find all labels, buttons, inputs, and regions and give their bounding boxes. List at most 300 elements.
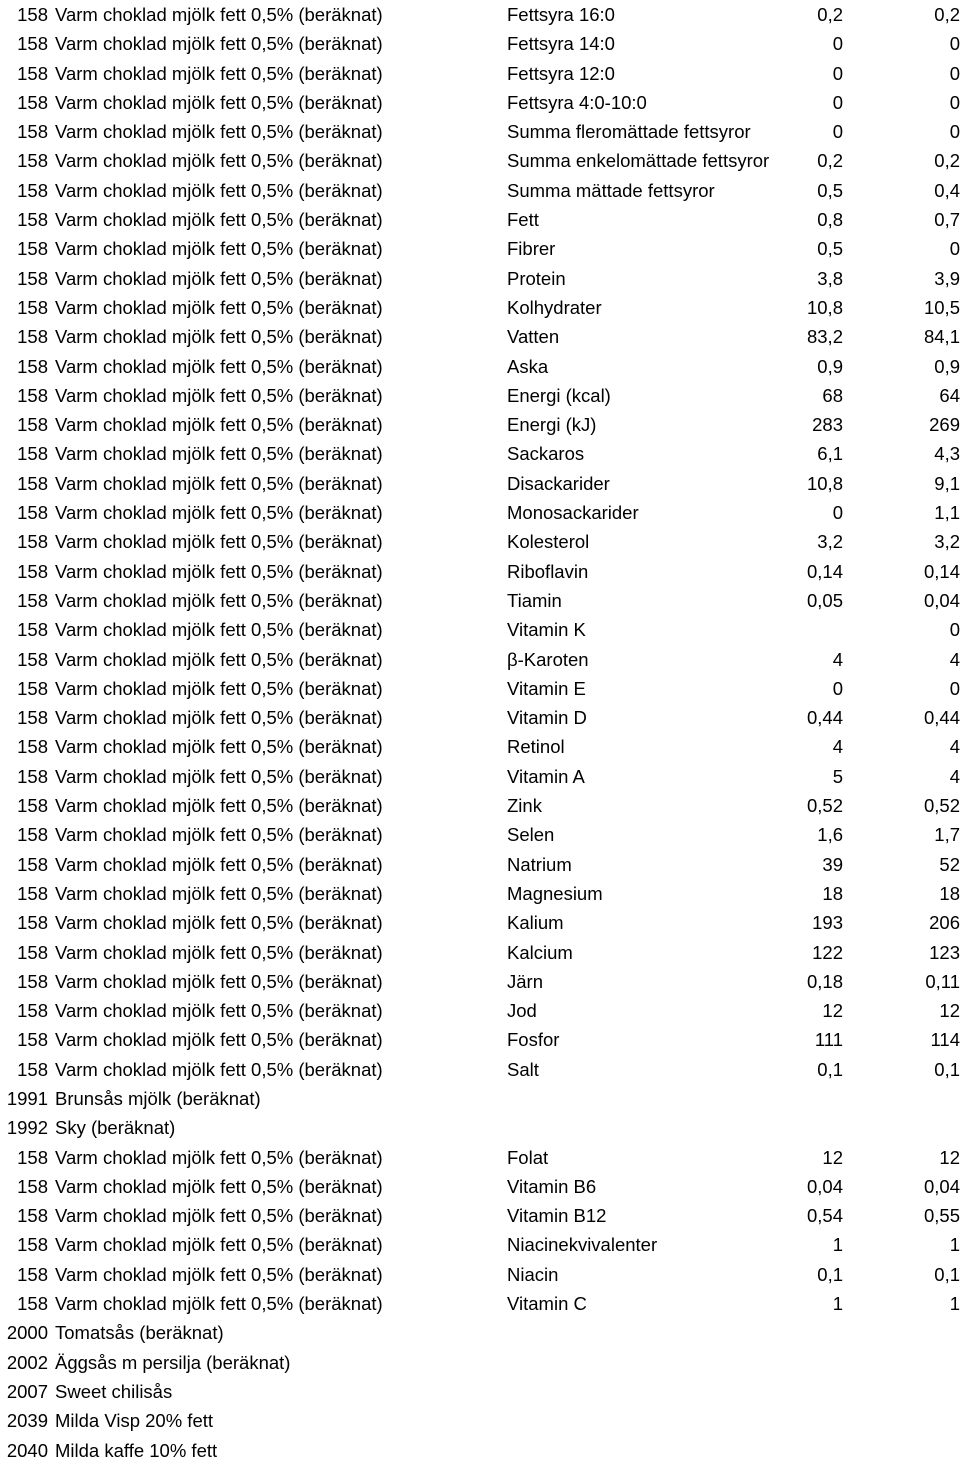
value-1-cell: 0,14 xyxy=(806,560,843,582)
food-id-cell: 158 xyxy=(17,589,48,611)
value-2-cell: 0 xyxy=(949,33,960,55)
food-id-cell: 158 xyxy=(17,619,48,641)
value-1-cell: 0 xyxy=(832,677,843,699)
nutrient-name-cell: Selen xyxy=(507,824,555,846)
food-name-cell: Varm choklad mjölk fett 0,5% (beräknat) xyxy=(55,414,383,436)
food-id-cell: 158 xyxy=(17,414,48,436)
table-row xyxy=(0,791,960,820)
nutrient-name-cell: Kalium xyxy=(507,912,564,934)
food-name-cell: Varm choklad mjölk fett 0,5% (beräknat) xyxy=(55,472,383,494)
food-id-cell: 158 xyxy=(17,179,48,201)
table-row xyxy=(0,469,960,498)
table-row xyxy=(0,352,960,381)
food-id-cell: 158 xyxy=(17,912,48,934)
value-2-cell: 0,52 xyxy=(923,795,960,817)
value-2-cell: 9,1 xyxy=(934,472,960,494)
table-row xyxy=(0,615,960,644)
food-name-cell: Varm choklad mjölk fett 0,5% (beräknat) xyxy=(55,209,383,231)
food-id-cell: 158 xyxy=(17,267,48,289)
value-2-cell: 1,1 xyxy=(934,502,960,524)
table-row xyxy=(0,732,960,761)
nutrient-name-cell: Vatten xyxy=(507,326,560,348)
value-1-cell: 68 xyxy=(822,384,843,406)
table-row xyxy=(0,1055,960,1084)
value-1-cell: 283 xyxy=(812,414,843,436)
value-2-cell: 1 xyxy=(949,1234,960,1256)
food-id-cell: 158 xyxy=(17,472,48,494)
food-name-cell: Varm choklad mjölk fett 0,5% (beräknat) xyxy=(55,531,383,553)
value-2-cell: 52 xyxy=(939,853,960,875)
food-id-cell: 158 xyxy=(17,707,48,729)
table-row xyxy=(0,410,960,439)
nutrient-name-cell: Vitamin E xyxy=(507,677,586,699)
nutrient-name-cell: Fettsyra 14:0 xyxy=(507,33,615,55)
food-name-cell: Brunsås mjölk (beräknat) xyxy=(55,1087,261,1109)
table-row xyxy=(0,1318,960,1347)
nutrient-name-cell xyxy=(507,1406,667,1435)
food-name-cell: Varm choklad mjölk fett 0,5% (beräknat) xyxy=(55,912,383,934)
food-name-cell: Varm choklad mjölk fett 0,5% (beräknat) xyxy=(55,765,383,787)
nutrient-name-cell xyxy=(507,1348,667,1377)
food-name-cell: Varm choklad mjölk fett 0,5% (beräknat) xyxy=(55,355,383,377)
value-1-cell: 0,1 xyxy=(817,1058,843,1080)
table-row xyxy=(0,146,960,175)
value-1-cell xyxy=(700,1377,843,1406)
value-2-cell xyxy=(850,1377,960,1406)
value-1-cell: 0,52 xyxy=(806,795,843,817)
value-1-cell: 0,8 xyxy=(817,209,843,231)
food-id-cell: 158 xyxy=(17,882,48,904)
value-1-cell: 4 xyxy=(832,736,843,758)
food-name-cell: Varm choklad mjölk fett 0,5% (beräknat) xyxy=(55,970,383,992)
nutrient-name-cell: Vitamin A xyxy=(507,765,585,787)
table-row xyxy=(0,1084,960,1113)
value-1-cell xyxy=(700,1436,843,1465)
food-name-cell: Varm choklad mjölk fett 0,5% (beräknat) xyxy=(55,736,383,758)
food-name-cell: Varm choklad mjölk fett 0,5% (beräknat) xyxy=(55,1175,383,1197)
food-name-cell: Varm choklad mjölk fett 0,5% (beräknat) xyxy=(55,589,383,611)
value-1-cell: 1,6 xyxy=(817,824,843,846)
table-row xyxy=(0,527,960,556)
nutrient-name-cell: Niacin xyxy=(507,1263,559,1285)
food-id-cell: 158 xyxy=(17,443,48,465)
value-1-cell: 10,8 xyxy=(806,296,843,318)
value-2-cell: 4,3 xyxy=(934,443,960,465)
table-row xyxy=(0,967,960,996)
food-name-cell: Varm choklad mjölk fett 0,5% (beräknat) xyxy=(55,882,383,904)
nutrient-name-cell: Energi (kJ) xyxy=(507,414,597,436)
nutrient-name-cell: Vitamin B12 xyxy=(507,1205,607,1227)
value-2-cell: 4 xyxy=(949,765,960,787)
value-1-cell: 0,04 xyxy=(806,1175,843,1197)
food-id-cell: 158 xyxy=(17,1146,48,1168)
value-1-cell: 83,2 xyxy=(806,326,843,348)
food-name-cell: Varm choklad mjölk fett 0,5% (beräknat) xyxy=(55,91,383,113)
food-id-cell: 158 xyxy=(17,1293,48,1315)
table-row xyxy=(0,322,960,351)
nutrient-name-cell xyxy=(507,1436,667,1465)
nutrient-name-cell xyxy=(507,1084,667,1113)
value-2-cell: 0,2 xyxy=(934,150,960,172)
value-1-cell: 0 xyxy=(832,91,843,113)
food-id-cell: 158 xyxy=(17,62,48,84)
value-2-cell: 0,04 xyxy=(923,589,960,611)
food-id-cell: 2007 xyxy=(6,1380,48,1402)
value-1-cell: 0,9 xyxy=(817,355,843,377)
nutrient-name-cell: Disackarider xyxy=(507,472,610,494)
value-1-cell: 3,8 xyxy=(817,267,843,289)
value-2-cell: 3,2 xyxy=(934,531,960,553)
value-1-cell xyxy=(700,1406,843,1435)
food-id-cell: 1991 xyxy=(6,1087,48,1109)
food-name-cell: Varm choklad mjölk fett 0,5% (beräknat) xyxy=(55,33,383,55)
nutrient-name-cell: Fibrer xyxy=(507,238,556,260)
table-row xyxy=(0,264,960,293)
value-2-cell xyxy=(850,1406,960,1435)
nutrient-name-cell: β-Karoten xyxy=(507,648,589,670)
food-id-cell: 158 xyxy=(17,736,48,758)
value-1-cell xyxy=(700,1084,843,1113)
value-2-cell: 4 xyxy=(949,648,960,670)
value-1-cell: 0 xyxy=(832,502,843,524)
table-row xyxy=(0,117,960,146)
nutrient-name-cell: Fett xyxy=(507,209,539,231)
value-1-cell: 12 xyxy=(822,1000,843,1022)
food-id-cell: 158 xyxy=(17,824,48,846)
food-id-cell: 158 xyxy=(17,209,48,231)
food-id-cell: 158 xyxy=(17,853,48,875)
food-name-cell: Äggsås m persilja (beräknat) xyxy=(55,1351,291,1373)
food-name-cell: Varm choklad mjölk fett 0,5% (beräknat) xyxy=(55,296,383,318)
nutrient-name-cell: Kolesterol xyxy=(507,531,590,553)
value-2-cell: 0 xyxy=(949,677,960,699)
value-1-cell: 6,1 xyxy=(817,443,843,465)
food-name-cell: Varm choklad mjölk fett 0,5% (beräknat) xyxy=(55,1205,383,1227)
food-id-cell: 158 xyxy=(17,560,48,582)
table-row xyxy=(0,88,960,117)
food-id-cell: 158 xyxy=(17,765,48,787)
food-name-cell: Milda Visp 20% fett xyxy=(55,1410,214,1432)
value-1-cell xyxy=(700,1113,843,1142)
food-name-cell: Varm choklad mjölk fett 0,5% (beräknat) xyxy=(55,619,383,641)
food-name-cell: Varm choklad mjölk fett 0,5% (beräknat) xyxy=(55,502,383,524)
value-2-cell: 3,9 xyxy=(934,267,960,289)
food-name-cell: Varm choklad mjölk fett 0,5% (beräknat) xyxy=(55,1293,383,1315)
value-1-cell: 0 xyxy=(832,62,843,84)
food-id-cell: 158 xyxy=(17,941,48,963)
value-2-cell: 0,04 xyxy=(923,1175,960,1197)
table-row xyxy=(0,0,960,29)
food-name-cell: Varm choklad mjölk fett 0,5% (beräknat) xyxy=(55,121,383,143)
food-id-cell: 158 xyxy=(17,296,48,318)
nutrient-name-cell: Summa fleromättade fettsyror xyxy=(507,121,751,143)
nutrient-name-cell: Kolhydrater xyxy=(507,296,602,318)
food-name-cell: Sky (beräknat) xyxy=(55,1117,176,1139)
nutrient-name-cell: Aska xyxy=(507,355,549,377)
table-row xyxy=(0,1025,960,1054)
food-id-cell: 158 xyxy=(17,1175,48,1197)
nutrient-name-cell: Fosfor xyxy=(507,1029,560,1051)
nutrient-name-cell: Folat xyxy=(507,1146,549,1168)
table-row xyxy=(0,381,960,410)
value-1-cell: 18 xyxy=(822,882,843,904)
table-row xyxy=(0,1436,960,1465)
value-2-cell xyxy=(850,1113,960,1142)
value-1-cell: 5 xyxy=(832,765,843,787)
table-row xyxy=(0,205,960,234)
food-id-cell: 158 xyxy=(17,238,48,260)
value-2-cell: 123 xyxy=(929,941,960,963)
value-1-cell: 1 xyxy=(832,1293,843,1315)
value-2-cell: 114 xyxy=(930,1029,960,1051)
table-row xyxy=(0,234,960,263)
table-row xyxy=(0,557,960,586)
value-2-cell: 1 xyxy=(949,1293,960,1315)
value-2-cell: 0 xyxy=(949,121,960,143)
nutrient-name-cell: Zink xyxy=(507,795,542,817)
food-name-cell: Varm choklad mjölk fett 0,5% (beräknat) xyxy=(55,1058,383,1080)
food-name-cell: Varm choklad mjölk fett 0,5% (beräknat) xyxy=(55,1263,383,1285)
table-row xyxy=(0,762,960,791)
nutrient-name-cell: Järn xyxy=(507,970,543,992)
table-row xyxy=(0,850,960,879)
value-2-cell: 0,1 xyxy=(934,1058,960,1080)
nutrient-name-cell xyxy=(507,1113,667,1142)
value-1-cell: 0,1 xyxy=(817,1263,843,1285)
food-id-cell: 2039 xyxy=(6,1410,48,1432)
table-row xyxy=(0,1348,960,1377)
table-row xyxy=(0,1406,960,1435)
value-2-cell: 12 xyxy=(939,1146,960,1168)
food-id-cell: 158 xyxy=(17,1234,48,1256)
value-1-cell: 0,54 xyxy=(806,1205,843,1227)
food-name-cell: Varm choklad mjölk fett 0,5% (beräknat) xyxy=(55,1029,383,1051)
value-2-cell: 18 xyxy=(939,882,960,904)
nutrient-name-cell xyxy=(507,1318,667,1347)
nutrient-name-cell: Summa enkelomättade fettsyror xyxy=(507,150,770,172)
nutrient-name-cell: Vitamin B6 xyxy=(507,1175,597,1197)
food-id-cell: 158 xyxy=(17,1205,48,1227)
table-row xyxy=(0,645,960,674)
food-id-cell: 158 xyxy=(17,384,48,406)
table-row xyxy=(0,908,960,937)
food-name-cell: Varm choklad mjölk fett 0,5% (beräknat) xyxy=(55,1000,383,1022)
food-name-cell: Varm choklad mjölk fett 0,5% (beräknat) xyxy=(55,267,383,289)
value-1-cell xyxy=(700,615,843,644)
value-1-cell xyxy=(700,1348,843,1377)
table-row xyxy=(0,586,960,615)
value-1-cell: 4 xyxy=(832,648,843,670)
food-name-cell: Varm choklad mjölk fett 0,5% (beräknat) xyxy=(55,560,383,582)
food-id-cell: 2000 xyxy=(6,1322,48,1344)
value-1-cell: 193 xyxy=(812,912,843,934)
food-name-cell: Varm choklad mjölk fett 0,5% (beräknat) xyxy=(55,1234,383,1256)
food-name-cell: Varm choklad mjölk fett 0,5% (beräknat) xyxy=(55,150,383,172)
food-name-cell: Varm choklad mjölk fett 0,5% (beräknat) xyxy=(55,677,383,699)
value-2-cell: 0,2 xyxy=(934,4,960,25)
value-1-cell: 0,44 xyxy=(806,707,843,729)
value-2-cell: 0,7 xyxy=(934,209,960,231)
food-name-cell: Varm choklad mjölk fett 0,5% (beräknat) xyxy=(55,62,383,84)
food-name-cell: Varm choklad mjölk fett 0,5% (beräknat) xyxy=(55,824,383,846)
nutrient-name-cell: Fettsyra 12:0 xyxy=(507,62,615,84)
value-2-cell: 12 xyxy=(939,1000,960,1022)
value-2-cell: 0,9 xyxy=(934,355,960,377)
value-2-cell: 0,55 xyxy=(923,1205,960,1227)
value-2-cell: 0,44 xyxy=(923,707,960,729)
table-row xyxy=(0,820,960,849)
food-name-cell: Varm choklad mjölk fett 0,5% (beräknat) xyxy=(55,238,383,260)
food-id-cell: 2040 xyxy=(6,1439,48,1461)
value-1-cell: 0 xyxy=(832,121,843,143)
food-name-cell: Varm choklad mjölk fett 0,5% (beräknat) xyxy=(55,941,383,963)
food-id-cell: 158 xyxy=(17,1029,48,1051)
table-row xyxy=(0,29,960,58)
food-id-cell: 158 xyxy=(17,33,48,55)
table-row xyxy=(0,1377,960,1406)
food-id-cell: 158 xyxy=(17,677,48,699)
value-2-cell: 1,7 xyxy=(934,824,960,846)
table-row xyxy=(0,59,960,88)
value-2-cell: 4 xyxy=(949,736,960,758)
food-id-cell: 2002 xyxy=(6,1351,48,1373)
value-1-cell: 0 xyxy=(832,33,843,55)
table-row xyxy=(0,938,960,967)
food-id-cell: 158 xyxy=(17,531,48,553)
value-2-cell: 10,5 xyxy=(923,296,960,318)
food-name-cell: Varm choklad mjölk fett 0,5% (beräknat) xyxy=(55,326,383,348)
value-2-cell: 84,1 xyxy=(923,326,960,348)
value-1-cell: 111 xyxy=(814,1029,843,1051)
nutrient-name-cell: Fettsyra 4:0-10:0 xyxy=(507,91,647,113)
value-2-cell: 64 xyxy=(939,384,960,406)
table-row xyxy=(0,1113,960,1142)
food-id-cell: 158 xyxy=(17,502,48,524)
value-2-cell: 0,14 xyxy=(923,560,960,582)
nutrient-name-cell: Sackaros xyxy=(507,443,585,465)
food-name-cell: Tomatsås (beräknat) xyxy=(55,1322,224,1344)
value-1-cell: 0,05 xyxy=(806,589,843,611)
value-1-cell: 0,5 xyxy=(817,238,843,260)
value-2-cell: 0,4 xyxy=(934,179,960,201)
food-id-cell: 158 xyxy=(17,1000,48,1022)
value-2-cell: 0 xyxy=(949,91,960,113)
table-row xyxy=(0,1172,960,1201)
table-row xyxy=(0,293,960,322)
nutrient-name-cell: Tiamin xyxy=(507,589,562,611)
value-2-cell xyxy=(850,1084,960,1113)
nutrient-name-cell: Niacinekvivalenter xyxy=(507,1234,658,1256)
table-row xyxy=(0,498,960,527)
value-1-cell: 39 xyxy=(822,853,843,875)
nutrient-name-cell: Vitamin D xyxy=(507,707,587,729)
value-1-cell: 3,2 xyxy=(817,531,843,553)
nutrient-name-cell: Kalcium xyxy=(507,941,573,963)
value-2-cell: 206 xyxy=(929,912,960,934)
value-1-cell: 0,2 xyxy=(817,150,843,172)
table-row xyxy=(0,879,960,908)
table-row xyxy=(0,1230,960,1259)
food-id-cell: 158 xyxy=(17,355,48,377)
nutrient-name-cell: Monosackarider xyxy=(507,502,639,524)
food-name-cell: Varm choklad mjölk fett 0,5% (beräknat) xyxy=(55,443,383,465)
food-id-cell: 158 xyxy=(17,795,48,817)
food-id-cell: 158 xyxy=(17,1263,48,1285)
nutrient-name-cell: Vitamin C xyxy=(507,1293,587,1315)
nutrient-name-cell xyxy=(507,1377,667,1406)
table-row xyxy=(0,1260,960,1289)
food-name-cell: Varm choklad mjölk fett 0,5% (beräknat) xyxy=(55,179,383,201)
nutrient-name-cell: Jod xyxy=(507,1000,537,1022)
table-row xyxy=(0,439,960,468)
value-1-cell: 0,5 xyxy=(817,179,843,201)
nutrient-name-cell: Fettsyra 16:0 xyxy=(507,4,615,25)
table-row xyxy=(0,996,960,1025)
value-2-cell xyxy=(850,1348,960,1377)
food-id-cell: 158 xyxy=(17,4,48,25)
food-id-cell: 158 xyxy=(17,970,48,992)
food-name-cell: Milda kaffe 10% fett xyxy=(55,1439,218,1461)
nutrient-name-cell: Energi (kcal) xyxy=(507,384,611,406)
food-name-cell: Sweet chilisås xyxy=(55,1380,173,1402)
food-id-cell: 158 xyxy=(17,648,48,670)
value-2-cell: 0,11 xyxy=(925,970,960,992)
table-row xyxy=(0,703,960,732)
value-1-cell: 0,2 xyxy=(817,4,843,25)
table-row xyxy=(0,1289,960,1318)
nutrient-name-cell: Magnesium xyxy=(507,882,603,904)
food-name-cell: Varm choklad mjölk fett 0,5% (beräknat) xyxy=(55,853,383,875)
value-2-cell: 0 xyxy=(949,619,960,641)
table-row xyxy=(0,674,960,703)
nutrient-name-cell: Riboflavin xyxy=(507,560,589,582)
value-2-cell: 269 xyxy=(929,414,960,436)
food-name-cell: Varm choklad mjölk fett 0,5% (beräknat) xyxy=(55,384,383,406)
food-id-cell: 1992 xyxy=(6,1117,48,1139)
nutrient-name-cell: Natrium xyxy=(507,853,572,875)
value-1-cell: 0,18 xyxy=(806,970,843,992)
nutrient-name-cell: Protein xyxy=(507,267,566,289)
value-1-cell: 12 xyxy=(822,1146,843,1168)
food-id-cell: 158 xyxy=(17,150,48,172)
table-row xyxy=(0,1201,960,1230)
value-2-cell: 0 xyxy=(949,62,960,84)
nutrient-name-cell: Vitamin K xyxy=(507,619,586,641)
food-id-cell: 158 xyxy=(17,121,48,143)
nutrient-name-cell: Retinol xyxy=(507,736,565,758)
value-1-cell: 10,8 xyxy=(806,472,843,494)
value-2-cell xyxy=(850,1318,960,1347)
value-1-cell xyxy=(700,1318,843,1347)
food-id-cell: 158 xyxy=(17,91,48,113)
nutrient-name-cell: Summa mättade fettsyror xyxy=(507,179,715,201)
food-name-cell: Varm choklad mjölk fett 0,5% (beräknat) xyxy=(55,795,383,817)
value-1-cell: 122 xyxy=(812,941,843,963)
food-name-cell: Varm choklad mjölk fett 0,5% (beräknat) xyxy=(55,648,383,670)
value-2-cell: 0,1 xyxy=(934,1263,960,1285)
food-name-cell: Varm choklad mjölk fett 0,5% (beräknat) xyxy=(55,707,383,729)
food-id-cell: 158 xyxy=(17,1058,48,1080)
table-row xyxy=(0,1143,960,1172)
nutrient-name-cell: Salt xyxy=(507,1058,539,1080)
food-name-cell: Varm choklad mjölk fett 0,5% (beräknat) xyxy=(55,1146,383,1168)
value-2-cell xyxy=(850,1436,960,1465)
value-1-cell: 1 xyxy=(832,1234,843,1256)
food-name-cell: Varm choklad mjölk fett 0,5% (beräknat) xyxy=(55,4,383,25)
table-row xyxy=(0,176,960,205)
value-2-cell: 0 xyxy=(949,238,960,260)
food-id-cell: 158 xyxy=(17,326,48,348)
